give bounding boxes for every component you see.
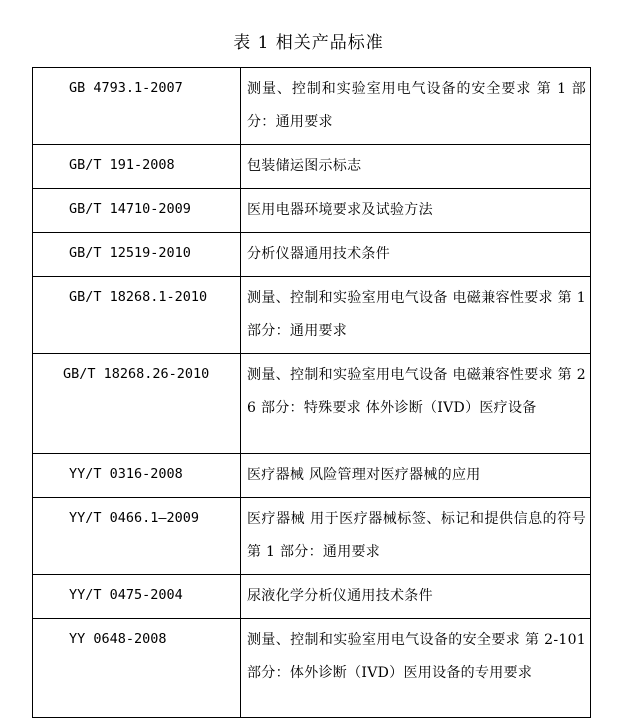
- standard-title: 测量、控制和实验室用电气设备的安全要求 第 2-101 部分：体外诊断（IVD）医用设备的专用要求: [241, 619, 591, 718]
- table-row: [33, 498, 591, 575]
- standard-title: 尿液化学分析仪通用技术条件: [241, 575, 591, 619]
- standards-table: [32, 67, 591, 718]
- standard-title: 包装储运图示标志: [241, 145, 591, 189]
- table-row: [33, 189, 591, 233]
- standard-code: YY 0648-2008: [33, 619, 241, 718]
- standard-title: 测量、控制和实验室用电气设备 电磁兼容性要求 第 1 部分：通用要求: [241, 277, 591, 354]
- standard-title: 医用电器环境要求及试验方法: [241, 189, 591, 233]
- standard-code: GB/T 18268.1-2010: [33, 277, 241, 354]
- table-row: [33, 575, 591, 619]
- standard-title: 分析仪器通用技术条件: [241, 233, 591, 277]
- standard-code: GB/T 18268.26-2010: [33, 354, 241, 454]
- table-row: [33, 454, 591, 498]
- table-caption: 表 1 相关产品标准: [233, 33, 384, 53]
- standard-title: 医疗器械 用于医疗器械标签、标记和提供信息的符号 第 1 部分：通用要求: [241, 498, 591, 575]
- standard-code: GB/T 14710-2009: [33, 189, 241, 233]
- standard-code: YY/T 0475-2004: [33, 575, 241, 619]
- table-row: [33, 619, 591, 718]
- standard-code: YY/T 0466.1—2009: [33, 498, 241, 575]
- standard-title: 测量、控制和实验室用电气设备的安全要求 第 1 部分：通用要求: [241, 68, 591, 145]
- standard-title: 医疗器械 风险管理对医疗器械的应用: [241, 454, 591, 498]
- table-row: [33, 145, 591, 189]
- standard-code: GB/T 191-2008: [33, 145, 241, 189]
- table-row: [33, 354, 591, 454]
- table-row: [33, 233, 591, 277]
- table-row: [33, 68, 591, 145]
- standard-title: 测量、控制和实验室用电气设备 电磁兼容性要求 第 26 部分：特殊要求 体外诊断（IVD）医疗设备: [241, 354, 591, 454]
- standard-code: GB/T 12519-2010: [33, 233, 241, 277]
- standard-code: YY/T 0316-2008: [33, 454, 241, 498]
- table-row: [33, 277, 591, 354]
- standard-code: GB 4793.1-2007: [33, 68, 241, 145]
